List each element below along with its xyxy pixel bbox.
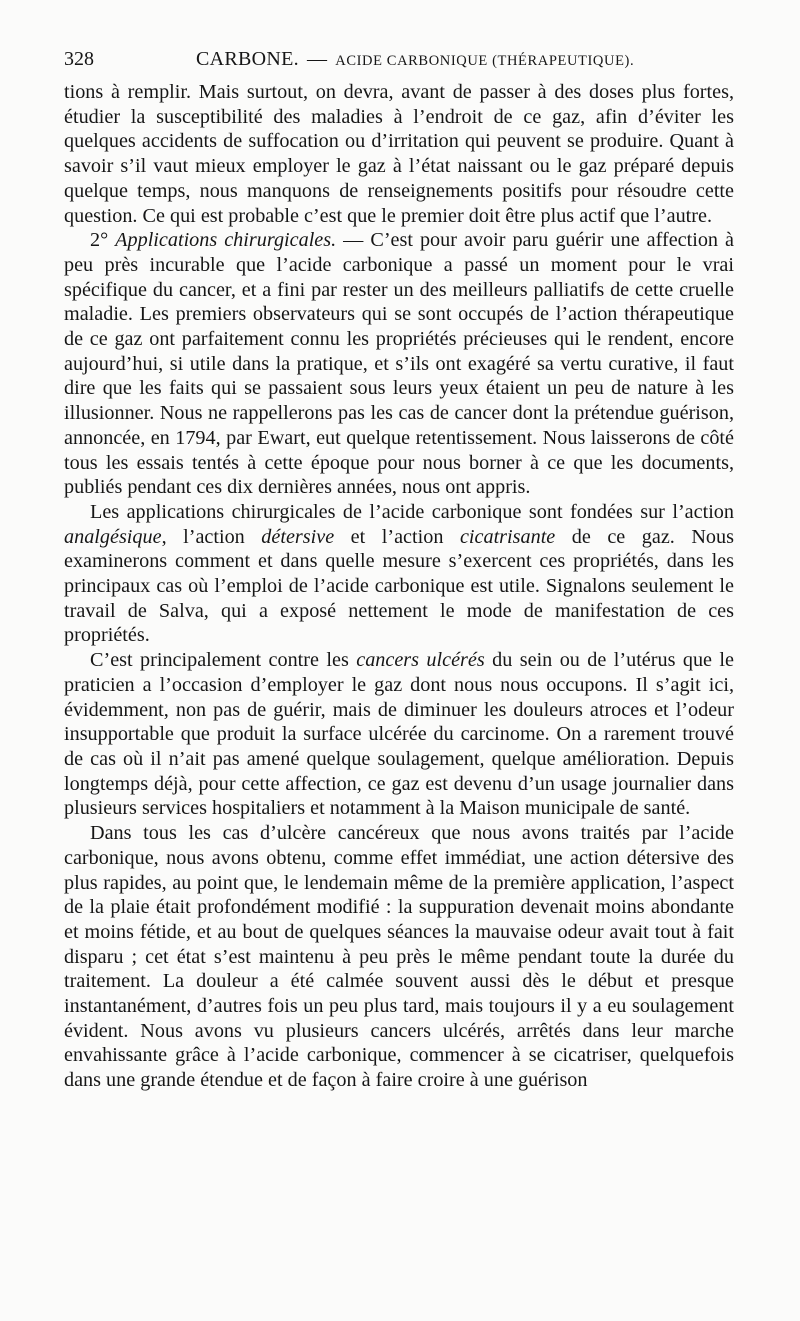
title-sub: ACIDE CARBONIQUE (THÉRAPEUTIQUE). xyxy=(335,53,635,69)
paragraph-3 xyxy=(64,500,734,648)
term-cicatrisante: cicatrisante xyxy=(459,525,556,548)
term-analgesique: analgésique xyxy=(64,525,162,548)
paragraph-3-text-a: Les applications chirurgicales de l’acide carbonique sont fondées sur l’action xyxy=(90,500,734,523)
title-main: CARBONE. xyxy=(196,48,299,70)
running-title xyxy=(196,44,634,76)
paragraph-2-text: — C’est pour avoir paru guérir une affection à peu près incurable que l’acide carbonique a passé un moment pour le vrai spécifique du cancer, et a fini par rester un des meilleurs palliatifs de cette cruelle maladie. Les premiers observateurs qui se sont occupés de l’action thérapeutique de ce gaz ont parfaitement connu les propriétés précieuses qui le rendent, encore aujourd’hui, si utile dans la pratique, et s’ils ont exagéré sa vertu curative, il faut dire que les faits qui se passaient sous leurs yeux étaient un peu de nature à les illusionner. Nous ne rappellerons pas les cas de cancer dont la prétendue guérison, annoncée, en 1794, par Ewart, eut quelque retentissement. Nous laisserons de côté tous les essais tentés à cette époque pour nous borner à ce que les documents, publiés pendant ces dix dernières années, nous ont appris. xyxy=(64,229,734,499)
term-detersive: détersive xyxy=(261,525,335,548)
paragraph-4-text-b: du sein ou de l’utérus que le praticien a l’occasion d’employer le gaz dont nous nous occupons. Il s’agit ici, évidemment, non pas de guérir, mais de diminuer les douleurs atroces et l’odeur insupportable que produit la surface ulcérée du carcinome. On a rarement trouvé de cas où il n’ait pas amené quelque soulagement, quelque amélioration. Depuis longtemps déjà, pour cette affection, ce gaz est devenu d’un usage journalier dans plusieurs services hospitaliers et notamment à la Maison municipale de santé. xyxy=(64,649,734,820)
paragraph-5: Dans tous les cas d’ulcère cancéreux que nous avons traités par l’acide carbonique, nous avons obtenu, comme effet immédiat, une action détersive des plus rapides, au point que, le lendemain même de la première application, l’aspect de la plaie était profondément modifié : la suppuration devenait moins abondante et moins fétide, et au bout de quelques séances la mauvaise odeur avait tout à fait disparu ; cet état s’est maintenu à peu près le même pendant toute la durée du traitement. La douleur a été calmée souvent aussi dès le début et presque instantanément, d’autres fois un peu plus tard, mais toujours il y a eu soulagement évident. Nous avons vu plusieurs cancers ulcérés, arrêtés dans leur marche envahissante grâce à l’acide carbonique, commencer à se cicatriser, quelquefois dans une grande étendue et de façon à faire croire à une guérison xyxy=(64,822,734,1092)
term-cancers-ulceres: cancers ulcérés xyxy=(356,649,485,672)
paragraph-4-text-a: C’est principalement contre les xyxy=(90,649,357,672)
body-text xyxy=(64,80,734,1093)
paragraph-3-text-b: , l’action xyxy=(161,525,262,548)
paragraph-4 xyxy=(64,648,734,821)
paragraph-1: tions à remplir. Mais surtout, on devra, avant de passer à des doses plus fortes, étudier la susceptibilité des maladies à l’endroit de ce gaz, afin d’éviter les quelques accidents de suffocation ou d’irritation qui peuvent se produire. Quant à savoir s’il vaut mieux employer le gaz à l’état naissant ou le gaz préparé depuis quelque temps, nous manquons de renseignements positifs pour résoudre cette question. Ce qui est probable c’est que le premier doit être plus actif que l’autre. xyxy=(64,81,734,227)
paragraph-3-text-c: et l’action xyxy=(334,525,460,548)
running-header xyxy=(64,44,744,78)
section-number: 2° xyxy=(90,229,109,252)
title-dash: — xyxy=(306,48,328,70)
paragraph-2 xyxy=(64,228,734,500)
paragraph-3-text-d: de ce gaz. Nous examinerons comment et dans quelle mesure s’exercent ces propriétés, dans les principaux cas où l’emploi de l’acide carbonique est utile. Signalons seulement le travail de Salva, qui a exposé nettement le mode de manifestation de ces propriétés. xyxy=(64,525,734,647)
section-title: Applications chirurgicales. xyxy=(115,229,337,252)
page-number: 328 xyxy=(64,48,94,70)
